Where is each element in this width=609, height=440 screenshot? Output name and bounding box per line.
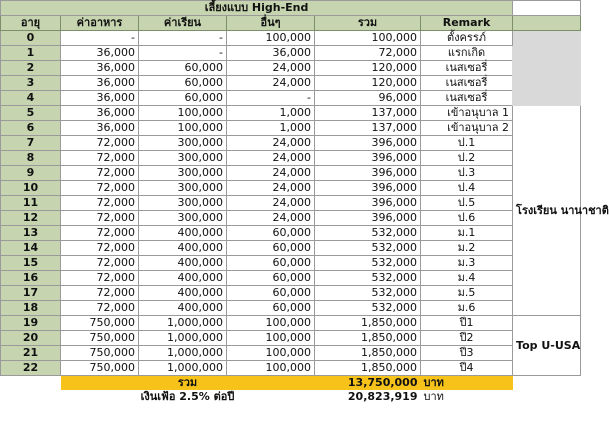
table-row — [1, 301, 581, 316]
cell-age: 22 — [1, 361, 61, 376]
cell-food: 750,000 — [61, 316, 139, 331]
cell-remark: เนสเซอรี่ — [421, 91, 513, 106]
group-label: โรงเรียน นานาชาติ — [513, 106, 581, 316]
cell-remark: ปี4 — [421, 361, 513, 376]
cell-total: 396,000 — [315, 181, 421, 196]
cell-remark: ปี2 — [421, 331, 513, 346]
cell-tuition: 400,000 — [139, 256, 227, 271]
table-row — [1, 61, 581, 76]
cell-remark: ม.6 — [421, 301, 513, 316]
cell-age: 2 — [1, 61, 61, 76]
cell-tuition: 100,000 — [139, 106, 227, 121]
cell-food: 72,000 — [61, 181, 139, 196]
cell-food: 72,000 — [61, 271, 139, 286]
cell-age: 17 — [1, 286, 61, 301]
cell-tuition: 100,000 — [139, 121, 227, 136]
cell-other: 24,000 — [227, 136, 315, 151]
cell-tuition: 400,000 — [139, 226, 227, 241]
cell-other: 24,000 — [227, 151, 315, 166]
cell-total: 396,000 — [315, 136, 421, 151]
cell-remark: ป.6 — [421, 211, 513, 226]
table-row — [1, 361, 581, 376]
table-row — [1, 106, 581, 121]
cell-other: 36,000 — [227, 46, 315, 61]
cell-remark: ม.2 — [421, 241, 513, 256]
cell-total: 1,850,000 — [315, 346, 421, 361]
cell-food: 72,000 — [61, 286, 139, 301]
table-row — [1, 151, 581, 166]
cell-age: 18 — [1, 301, 61, 316]
cell-age: 11 — [1, 196, 61, 211]
cell-tuition: 400,000 — [139, 241, 227, 256]
table-row — [1, 181, 581, 196]
cell-total: 532,000 — [315, 256, 421, 271]
table-row — [1, 286, 581, 301]
table-title: เลี้ยงแบบ High-End — [1, 1, 513, 16]
cell-total: 532,000 — [315, 271, 421, 286]
cell-total: 100,000 — [315, 31, 421, 46]
header-age: อายุ — [1, 16, 61, 31]
summary-total-value: 13,750,000 — [315, 376, 421, 391]
cell-food: 36,000 — [61, 46, 139, 61]
cell-age: 6 — [1, 121, 61, 136]
cell-remark: ปี1 — [421, 316, 513, 331]
cell-other: 60,000 — [227, 271, 315, 286]
cell-age: 21 — [1, 346, 61, 361]
cell-remark: ป.5 — [421, 196, 513, 211]
cell-age: 5 — [1, 106, 61, 121]
header-row — [1, 16, 581, 31]
header-other: อื่นๆ — [227, 16, 315, 31]
cell-food: 750,000 — [61, 346, 139, 361]
cell-remark: ม.5 — [421, 286, 513, 301]
cell-total: 532,000 — [315, 286, 421, 301]
cell-food: 72,000 — [61, 196, 139, 211]
cell-remark: เข้าอนุบาล 2 — [421, 121, 513, 136]
cell-age: 7 — [1, 136, 61, 151]
cell-other: 24,000 — [227, 61, 315, 76]
summary-total-label: รวม — [61, 376, 315, 391]
summary-total-row — [1, 376, 581, 391]
cell-remark: ป.4 — [421, 181, 513, 196]
cell-tuition: 60,000 — [139, 91, 227, 106]
cell-tuition: 400,000 — [139, 301, 227, 316]
cell-total: 1,850,000 — [315, 316, 421, 331]
cell-other: 100,000 — [227, 31, 315, 46]
cell-food: 36,000 — [61, 121, 139, 136]
group-label: Top U-USA — [513, 316, 581, 376]
inflation-value: 20,823,919 — [315, 390, 421, 405]
cell-tuition: 60,000 — [139, 61, 227, 76]
cell-food: 72,000 — [61, 211, 139, 226]
cell-tuition: 300,000 — [139, 136, 227, 151]
cell-remark: ม.1 — [421, 226, 513, 241]
cell-tuition: 400,000 — [139, 271, 227, 286]
cell-food: 750,000 — [61, 331, 139, 346]
cell-age: 19 — [1, 316, 61, 331]
cell-food: 72,000 — [61, 241, 139, 256]
cell-other: - — [227, 91, 315, 106]
header-total: รวม — [315, 16, 421, 31]
cell-age: 4 — [1, 91, 61, 106]
cell-total: 1,850,000 — [315, 331, 421, 346]
cell-other: 24,000 — [227, 76, 315, 91]
cell-remark: ป.2 — [421, 151, 513, 166]
cell-other: 60,000 — [227, 241, 315, 256]
cell-tuition: 1,000,000 — [139, 346, 227, 361]
cell-other: 24,000 — [227, 196, 315, 211]
cell-other: 100,000 — [227, 316, 315, 331]
cell-tuition: 1,000,000 — [139, 316, 227, 331]
cell-tuition: 1,000,000 — [139, 331, 227, 346]
table-row — [1, 211, 581, 226]
cell-age: 15 — [1, 256, 61, 271]
cell-remark: ปี3 — [421, 346, 513, 361]
summary-total-unit: บาท — [421, 376, 513, 391]
cell-age: 9 — [1, 166, 61, 181]
table-row — [1, 256, 581, 271]
header-tuition: ค่าเรียน — [139, 16, 227, 31]
table-row — [1, 331, 581, 346]
cell-remark: เนสเซอรี่ — [421, 76, 513, 91]
table-row — [1, 316, 581, 331]
cell-food: 72,000 — [61, 226, 139, 241]
cell-total: 137,000 — [315, 106, 421, 121]
cell-tuition: 300,000 — [139, 166, 227, 181]
cell-remark: เข้าอนุบาล 1 — [421, 106, 513, 121]
inflation-unit: บาท — [421, 390, 513, 405]
table-row — [1, 346, 581, 361]
cell-total: 137,000 — [315, 121, 421, 136]
cell-age: 20 — [1, 331, 61, 346]
cell-age: 10 — [1, 181, 61, 196]
cell-remark: เนสเซอรี่ — [421, 61, 513, 76]
cell-food: 36,000 — [61, 61, 139, 76]
cell-tuition: 1,000,000 — [139, 361, 227, 376]
cell-total: 72,000 — [315, 46, 421, 61]
cell-other: 100,000 — [227, 346, 315, 361]
cell-food: 72,000 — [61, 136, 139, 151]
table-row — [1, 226, 581, 241]
cell-age: 8 — [1, 151, 61, 166]
cell-total: 532,000 — [315, 241, 421, 256]
cell-other: 1,000 — [227, 106, 315, 121]
cell-age: 0 — [1, 31, 61, 46]
cell-total: 532,000 — [315, 226, 421, 241]
cell-other: 24,000 — [227, 166, 315, 181]
cell-age: 3 — [1, 76, 61, 91]
table-row — [1, 31, 581, 46]
cell-other: 60,000 — [227, 256, 315, 271]
summary-inflation-row — [1, 390, 581, 405]
cell-total: 1,850,000 — [315, 361, 421, 376]
cell-total: 396,000 — [315, 166, 421, 181]
cell-total: 96,000 — [315, 91, 421, 106]
cell-total: 396,000 — [315, 211, 421, 226]
table-row — [1, 121, 581, 136]
cell-food: 750,000 — [61, 361, 139, 376]
cell-age: 13 — [1, 226, 61, 241]
cell-tuition: 300,000 — [139, 196, 227, 211]
cell-other: 100,000 — [227, 361, 315, 376]
cell-other: 24,000 — [227, 211, 315, 226]
cell-total: 120,000 — [315, 76, 421, 91]
cell-tuition: 300,000 — [139, 211, 227, 226]
cell-food: 72,000 — [61, 151, 139, 166]
cell-total: 396,000 — [315, 196, 421, 211]
cell-total: 396,000 — [315, 151, 421, 166]
cell-total: 120,000 — [315, 61, 421, 76]
cell-remark: ป.3 — [421, 166, 513, 181]
cell-age: 16 — [1, 271, 61, 286]
cell-remark: แรกเกิด — [421, 46, 513, 61]
table-row — [1, 166, 581, 181]
cell-remark: ตั้งครรภ์ — [421, 31, 513, 46]
cell-age: 12 — [1, 211, 61, 226]
cell-other: 24,000 — [227, 181, 315, 196]
cell-food: 36,000 — [61, 106, 139, 121]
cell-tuition: 300,000 — [139, 181, 227, 196]
cell-tuition: 60,000 — [139, 76, 227, 91]
cell-food: 72,000 — [61, 301, 139, 316]
cell-other: 60,000 — [227, 301, 315, 316]
cell-other: 100,000 — [227, 331, 315, 346]
cell-other: 1,000 — [227, 121, 315, 136]
cell-food: 72,000 — [61, 256, 139, 271]
cell-food: 72,000 — [61, 166, 139, 181]
cell-tuition: - — [139, 46, 227, 61]
table-row — [1, 271, 581, 286]
inflation-label: เงินเฟ้อ 2.5% ต่อปี — [61, 390, 315, 405]
table-row — [1, 76, 581, 91]
cell-age: 1 — [1, 46, 61, 61]
cell-food: 36,000 — [61, 76, 139, 91]
cell-tuition: - — [139, 31, 227, 46]
cell-tuition: 300,000 — [139, 151, 227, 166]
table-row — [1, 91, 581, 106]
cell-other: 60,000 — [227, 226, 315, 241]
header-remark: Remark — [421, 16, 513, 31]
cell-tuition: 400,000 — [139, 286, 227, 301]
title-row — [1, 1, 581, 16]
cell-food: 36,000 — [61, 91, 139, 106]
cell-remark: ม.4 — [421, 271, 513, 286]
table-row — [1, 196, 581, 211]
table-row — [1, 241, 581, 256]
cell-total: 532,000 — [315, 301, 421, 316]
table-row — [1, 46, 581, 61]
cell-age: 14 — [1, 241, 61, 256]
cell-remark: ป.1 — [421, 136, 513, 151]
group-blank — [513, 31, 581, 106]
header-food: ค่าอาหาร — [61, 16, 139, 31]
cell-food: - — [61, 31, 139, 46]
table-row — [1, 136, 581, 151]
cell-remark: ม.3 — [421, 256, 513, 271]
cell-other: 60,000 — [227, 286, 315, 301]
